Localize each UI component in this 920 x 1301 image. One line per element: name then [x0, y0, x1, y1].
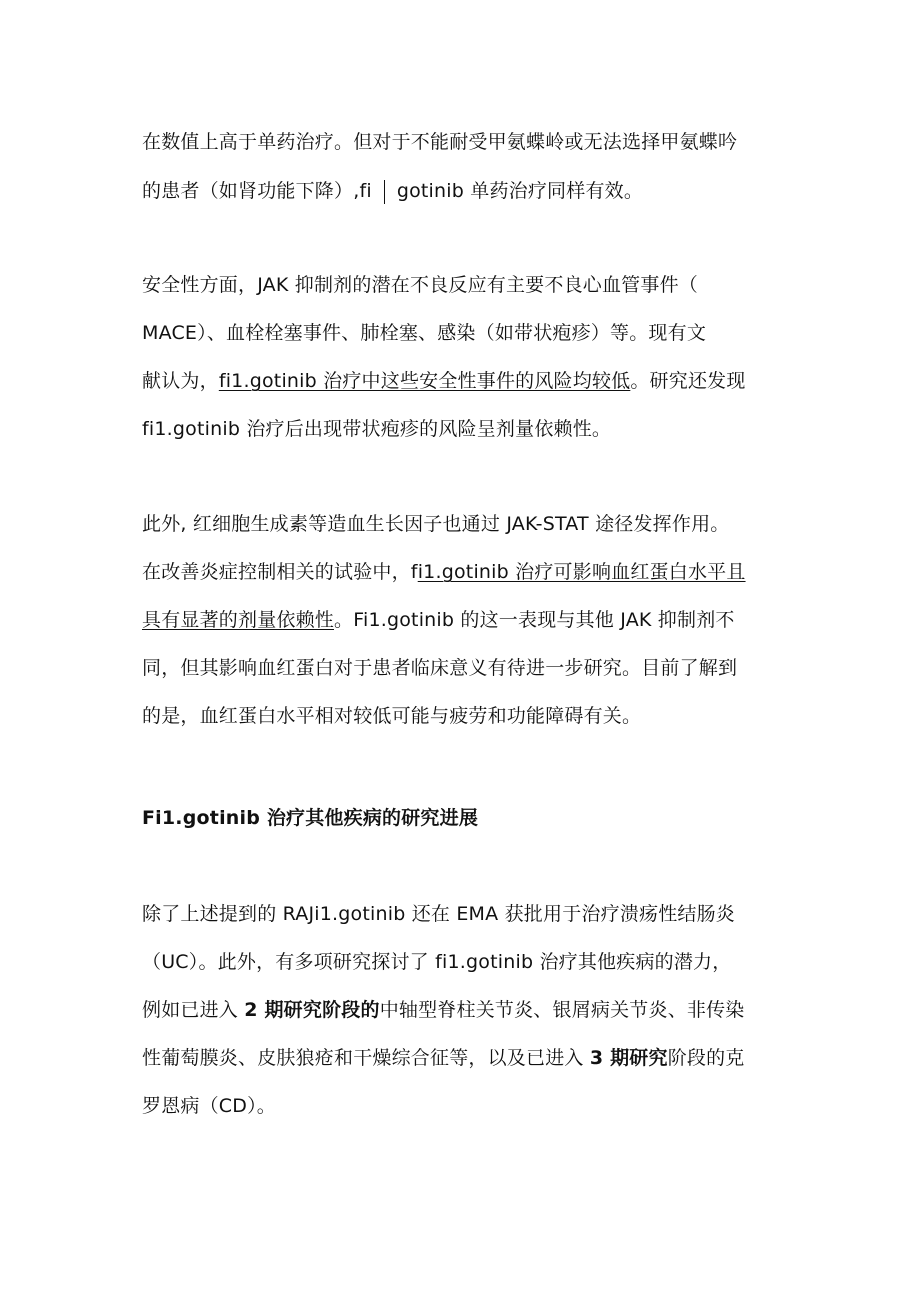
bold-phase-3-label: 3 期研究: [589, 1047, 668, 1069]
bold-phase-2-label: 2 期研究阶段的: [244, 999, 380, 1021]
paragraph-3-line-5: 的是，血红蛋白水平相对较低可能与疲劳和功能障碍有关。: [142, 705, 642, 727]
paragraph-4-line-4-text-a: 性葡萄膜炎、皮肤狼疮和干燥综合征等，以及已进入: [142, 1047, 590, 1069]
paragraph-2-line-3-text-a: 献认为，: [142, 370, 219, 392]
vertical-bar-glyph: [384, 180, 385, 204]
paragraph-3-line-2-text-a: 在改善炎症控制相关的试验中，f: [142, 561, 418, 583]
paragraph-4-line-1: 除了上述提到的 RAJi1.gotinib 还在 EMA 获批用于治疗溃疡性结肠炎: [142, 903, 735, 925]
paragraph-2-line-3: [142, 368, 782, 394]
paragraph-2-line-4: fi1.gotinib 治疗后出现带状疱疹的风险呈剂量依赖性。: [142, 418, 612, 440]
paragraph-4-line-2: （UC）。此外，有多项研究探讨了 fi1.gotinib 治疗其他疾病的潜力，: [142, 951, 732, 973]
paragraph-3-line-3: [142, 607, 782, 633]
paragraph-2-line-2: MACE）、血栓栓塞事件、肺栓塞、感染（如带状疱疹）等。现有文: [142, 322, 707, 344]
paragraph-4-line-3-text-a: 例如已进入: [142, 999, 245, 1021]
underlined-hemoglobin-finding-part-2: 具有显著的剂量依赖性: [142, 609, 335, 631]
paragraph-2-line-1: 安全性方面，JAK 抑制剂的潜在不良反应有主要不良心血管事件（: [142, 274, 698, 296]
paragraph-4-line-4-text-b: 阶段的克: [667, 1047, 745, 1069]
paragraph-3-line-3-text-b: 。Fi1.gotinib 的这一表现与其他 JAK 抑制剂不: [334, 609, 735, 631]
underlined-safety-finding: fi1.gotinib 治疗中这些安全性事件的风险均较低: [218, 370, 631, 392]
paragraph-2-line-3-text-b: 。研究还发现: [630, 370, 746, 392]
paragraph-1-line-2-text-b: gotinib 单药治疗同样有效。: [396, 180, 644, 202]
paragraph-1-line-2-text-a: 的患者（如肾功能下降）,fi: [142, 180, 372, 202]
paragraph-3-line-2: [142, 559, 782, 585]
paragraph-1-line-2: [142, 178, 782, 204]
paragraph-4-line-3-text-b: 中轴型脊柱关节炎、银屑病关节炎、非传染: [379, 999, 745, 1021]
paragraph-4-line-4: [142, 1045, 782, 1071]
paragraph-4-line-5: 罗恩病（CD）。: [142, 1095, 276, 1117]
section-heading: Fi1.gotinib 治疗其他疾病的研究进展: [142, 807, 479, 829]
paragraph-4-line-3: [142, 997, 782, 1023]
paragraph-3-line-4: 同，但其影响血红蛋白对于患者临床意义有待进一步研究。目前了解到: [142, 657, 738, 679]
paragraph-3-line-1: 此外, 红细胞生成素等造血生长因子也通过 JAK-STAT 途径发挥作用。: [142, 513, 730, 535]
underlined-hemoglobin-finding-part-1: i1.gotinib 治疗可影响血红蛋白水平且: [417, 561, 746, 583]
paragraph-1-line-1: 在数值上高于单药治疗。但对于不能耐受甲氨蝶岭或无法选择甲氨蝶吟: [142, 131, 738, 153]
